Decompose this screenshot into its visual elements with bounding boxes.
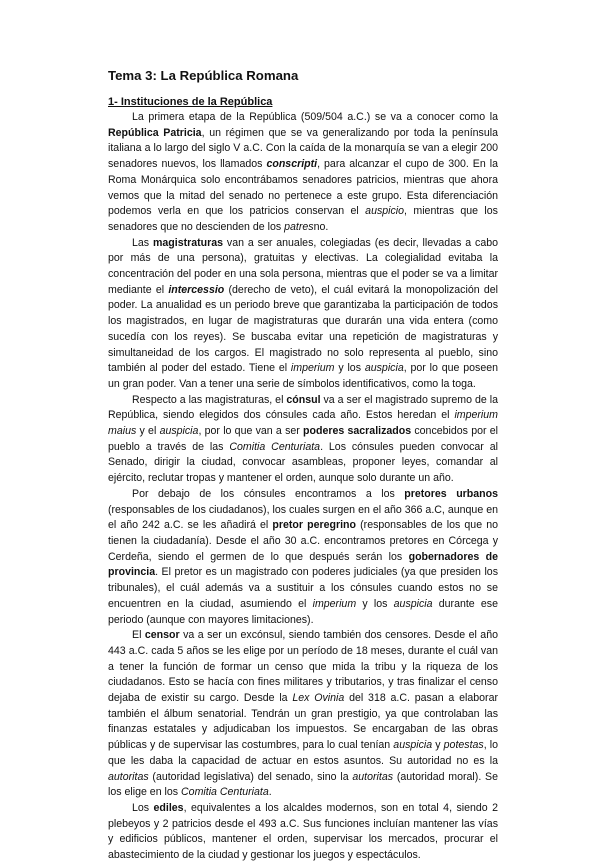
italic-term: auspicio	[365, 205, 405, 218]
text-run: .	[268, 786, 272, 799]
italic-term: Lex Ovinia	[292, 692, 345, 705]
text-run: , por lo que poseen un gran poder. Van a tener una serie de símbolos identificativos, como la toga.	[108, 362, 498, 390]
text-run: , para alcanzar el cupo de 300. En la Roma Monárquica solo encontrábamos senadores patricios, mientras que ahora vemos que la mitad del senado no pertenece a este grupo. Esta diferenciación podemos verla en que los patricios conservan el	[108, 158, 498, 218]
italic-term: autoritas	[108, 770, 149, 783]
text-run: y	[432, 739, 444, 752]
bold-term: pretor peregrino	[272, 519, 357, 532]
italic-term: imperium	[312, 597, 357, 610]
text-run: , equivalentes a los alcaldes modernos, son en total 4, siendo 2 plebeyos y 2 patricios desde el 493 a.C. Sus funciones incluían mantener las vías y edificios públicos, mantener el orden, supervisar los mercados, procurar el abastecimiento de la ciudad y gestionar los juegos y espectáculos.	[108, 801, 498, 862]
italic-term: auspicia	[364, 362, 404, 375]
section-heading: 1- Instituciones de la República	[108, 96, 273, 108]
text-run: Respecto a las magistraturas, el	[132, 393, 287, 406]
page-title: Tema 3: La República Romana	[108, 68, 299, 83]
bold-term: gobernadores de provincia	[108, 550, 498, 579]
text-run: y los	[356, 597, 394, 610]
italic-term: autoritas	[352, 770, 394, 783]
text-run: . Los cónsules pueden convocar al Senado, dirigir la ciudad, convocar asambleas, proponer leyes, comandar al ejército, reclutar tropas y mantener el orden, aunque solo durante un año.	[108, 440, 498, 485]
text-run: va a ser un excónsul, siendo también dos censores. Desde el año 443 a.C. cada 5 años se les elige por un período de 18 meses, durante el cuál van a tener la función de formar un censo que mida la tribu y la riqueza de los ciudadanos. Esto se hacía con fines militares y tributarios, y tras finalizar el censo dejaba de existir su cargo. Desde la	[108, 629, 498, 705]
italic-term: Comitia Centuriata	[181, 786, 269, 799]
paragraph	[108, 393, 498, 487]
bold-term: cónsul	[286, 393, 321, 406]
italic-term: imperium maius	[108, 409, 498, 438]
text-run: Las	[132, 236, 153, 249]
text-run: (responsables de los ciudadanos), los cuales surgen en el año 366 a.C, aunque en el año 242 a.C. se les añadirá el	[108, 503, 498, 532]
paragraph	[108, 110, 498, 236]
text-run: (derecho de veto), el cuál evitará la monopolización del poder. La anualidad es un periodo breve que garantizaba la participación de todos los magistrados, en lugar de magistraturas que durarán una vida entera (como sucedía con los reyes). Se buscaba evitar una repetición de magistraturas y simultaneidad de los cargos. El magistrado no solo representa al pueblo, sino también al poder del estado. Tiene el	[108, 283, 498, 375]
text-run: El	[132, 629, 145, 642]
bold-term: intercessio	[168, 283, 225, 296]
italic-term: Comitia Centuriata	[229, 440, 321, 453]
italic-term: auspicia	[393, 739, 433, 752]
text-run: , por lo que van a ser	[198, 425, 304, 438]
text-run: , mientras que los senadores que no descienden de los	[108, 205, 498, 233]
italic-term: potestas	[443, 739, 484, 752]
bold-term: conscripti	[266, 158, 318, 171]
italic-term: imperium	[290, 362, 335, 375]
italic-term: patres	[284, 220, 314, 233]
text-run: La primera etapa de la República (509/504 a.C.) se va a conocer como la	[132, 111, 498, 123]
bold-term: República Patricia	[108, 126, 202, 139]
text-run: y los	[334, 362, 365, 375]
bold-term: ediles	[153, 801, 184, 814]
paragraph	[108, 628, 498, 801]
text-run: y el	[136, 425, 160, 438]
bold-term: censor	[144, 629, 180, 642]
text-run: Por debajo de los cónsules encontramos a los	[132, 487, 405, 500]
italic-term: auspicia	[393, 597, 433, 610]
italic-term: auspicia	[159, 425, 199, 438]
text-run: no.	[313, 220, 329, 233]
paragraph	[108, 487, 498, 628]
text-run: van a ser anuales, colegiadas (es decir, llevadas a cabo por más de una persona), gratuitas y electivas. La colegialidad evitaba la concentración del poder en una sola persona, mientras que el poder se va a limitar mediante el	[108, 236, 499, 296]
bold-term: pretores urbanos	[404, 487, 499, 500]
text-run: (autoridad legislativa) del senado, sino la	[148, 770, 353, 783]
paragraph	[108, 236, 498, 393]
page-content	[108, 68, 498, 864]
text-run: durante ese periodo (aunque con mayores limitaciones).	[108, 597, 498, 626]
text-run: (autoridad moral). Se los elige en los	[108, 770, 498, 799]
text-run: del 318 a.C. pasan a elaborar también el álbum senatorial. Tendrán un gran prestigio, ya que controlaban las finanzas estatales y adjudicaban los impuestos. Se encargaban de las obras públicas y de supervisar las costumbres, para lo cual tenían	[108, 692, 498, 752]
text-run: va a ser el magistrado supremo de la República, siendo elegidos dos cónsules cada año. Estos heredan el	[108, 393, 498, 422]
text-run: (responsables de los que no tienen la ciudadanía). Desde el año 30 a.C. encontramos pretores en Córcega y Cerdeña, siendo el germen de lo que después serán los	[108, 519, 499, 563]
bold-term: poderes sacralizados	[303, 425, 412, 438]
bold-term: magistraturas	[152, 236, 224, 249]
paragraph	[108, 801, 498, 864]
text-run: Los	[132, 801, 154, 814]
text-run: concebidos por el pueblo a través de las	[108, 425, 499, 453]
text-run: , lo que les daba la capacidad de actuar en estos asuntos. Su autoridad no es la	[108, 739, 498, 767]
text-run: , un régimen que se va generalizando por toda la península italiana a lo largo del siglo V a.C. Con la caída de la monarquía se van a elegir 200 senadores nuevos, los llamados	[108, 126, 498, 171]
body-text	[108, 110, 498, 864]
text-run: . El pretor es un magistrado con poderes judiciales (ya que presiden los tribunales), el cuál además va a sustituir a los cónsules cuando estos no se encuentren en la ciudad, asumiendo el	[108, 566, 498, 610]
